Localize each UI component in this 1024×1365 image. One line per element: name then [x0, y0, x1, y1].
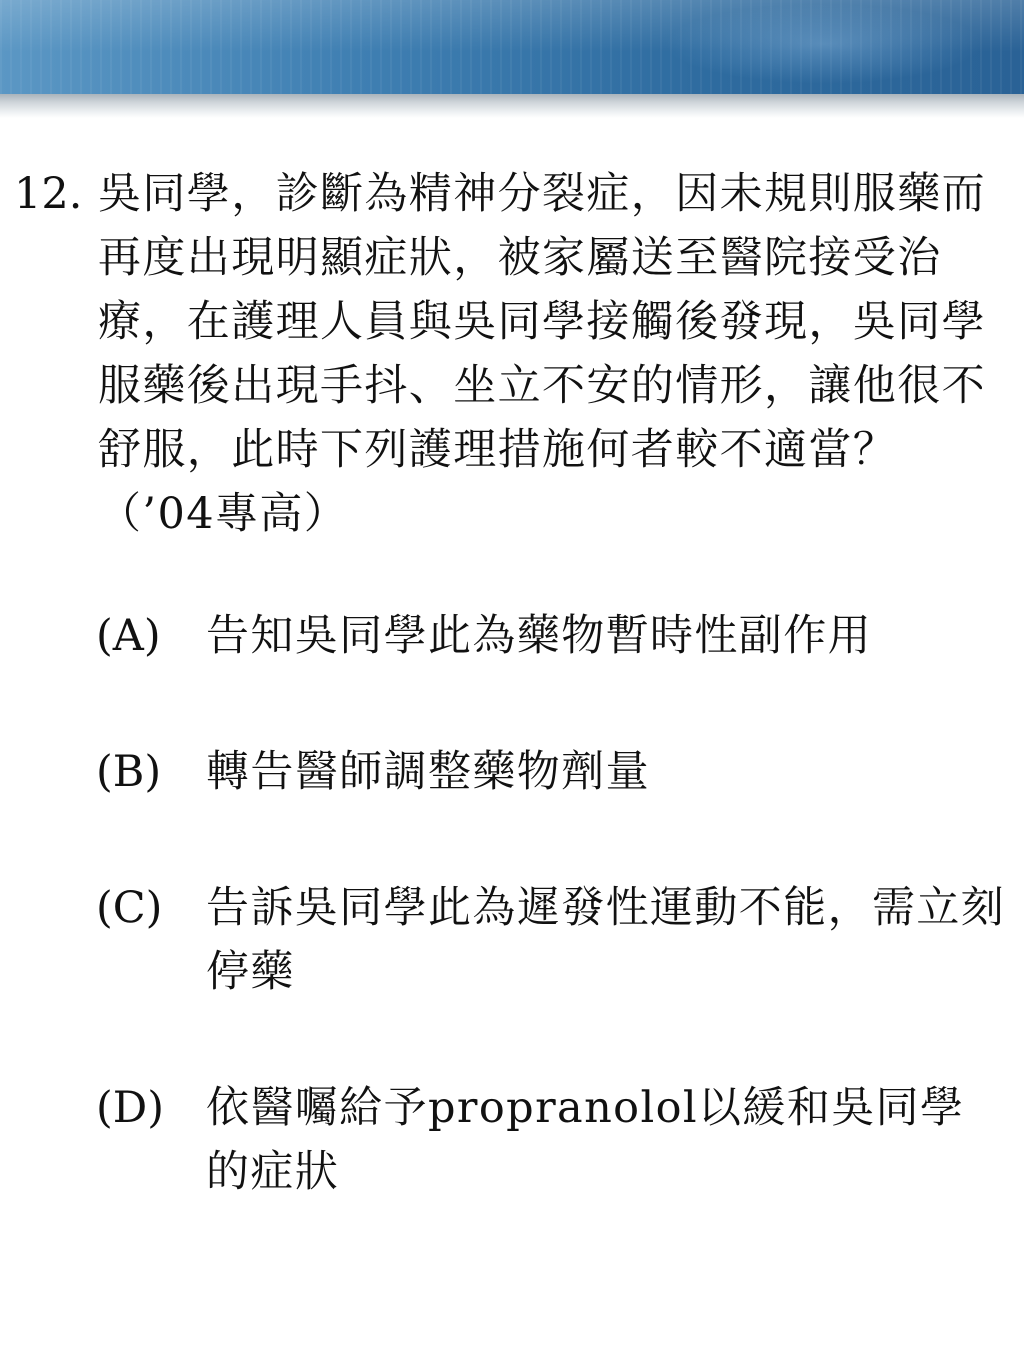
option-b-label: (B) — [96, 747, 162, 797]
option-c-text: 告訴吳同學此為遲發性運動不能，需立刻停藥 — [206, 883, 1006, 997]
option-d-text: 依醫囑給予propranolol以緩和吳同學的症狀 — [206, 1083, 965, 1197]
option-a-label: (A) — [96, 611, 161, 661]
option-a-text: 告知吳同學此為藥物暫時性副作用 — [206, 611, 872, 661]
question-text: 吳同學，診斷為精神分裂症，因未規則服藥而再度出現明顯症狀，被家屬送至醫院接受治療，在護理人員與吳同學接觸後發現，吳同學服藥後出現手抖、坐立不安的情形，讓他很不舒服，此時下列護理措施何者較不適當？（’04專高） — [98, 169, 986, 539]
option-b — [96, 740, 1006, 804]
option-d-label: (D) — [96, 1083, 165, 1133]
option-d — [96, 1076, 1006, 1204]
option-c-label: (C) — [96, 883, 163, 933]
header-banner — [0, 0, 1024, 94]
question-number: 12. — [14, 169, 83, 219]
header-highlight — [664, 4, 984, 84]
option-a — [96, 604, 1006, 668]
option-c — [96, 876, 1006, 1004]
option-b-text: 轉告醫師調整藥物劑量 — [206, 747, 650, 797]
answer-options — [96, 604, 1006, 1276]
header-shadow-divider — [0, 94, 1024, 118]
